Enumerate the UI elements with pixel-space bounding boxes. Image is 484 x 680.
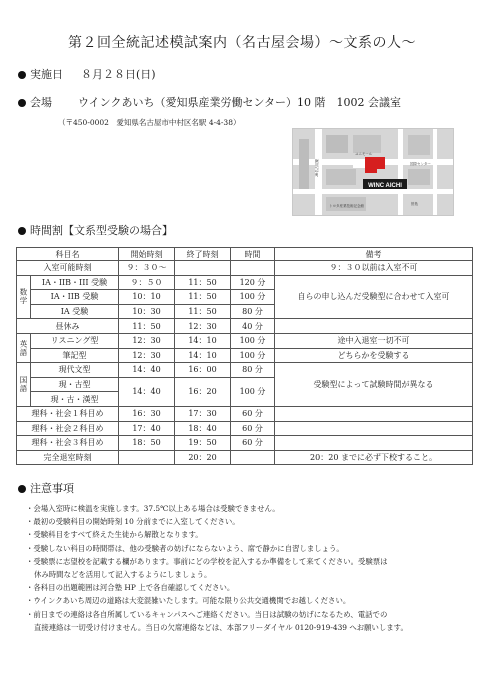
bullet-icon <box>18 485 26 493</box>
map-label-toyota: トヨタ産業技術記念館 <box>329 204 364 208</box>
table-header-row <box>17 248 473 261</box>
table-row: 筆記型 12：30 14：10 100 分 どちらかを受験する <box>17 348 473 363</box>
venue-value: ウインクあいち（愛知県産業労働センター）10 階 1002 会議室 <box>78 96 401 109</box>
note-item: 直接連絡は一切受け付けません。当日の欠席連絡などは、本部フリーダイヤル 0120-919-439 へお願いします。 <box>34 622 408 632</box>
venue-line <box>18 94 401 110</box>
page-title: 第２回全統記述模試案内（名古屋会場）～文系の人～ <box>68 35 416 51</box>
table-row: IA・IIB 受験 10：10 11：50 100 分 <box>17 290 473 305</box>
table-row: 入室可能時刻 ９：３０～ ９：３０以前は入室不可 <box>17 261 473 276</box>
notes-list <box>26 502 476 634</box>
schedule-table <box>16 247 473 465</box>
schedule-heading: 時間割【文系型受験の場合】 <box>18 222 173 238</box>
group-math: 数学 <box>17 275 31 319</box>
header-note: 備考 <box>275 248 473 261</box>
note-item: ・受験しない科目の時間帯は、他の受験者の妨げにならないよう、席で静かに自習しましょう。 <box>26 543 344 553</box>
table-row: 理科・社会２科目め 17：40 18：40 60 分 <box>17 421 473 436</box>
map-graphic <box>293 129 453 215</box>
map-label-sasashima: 笹島 <box>411 202 418 206</box>
bullet-icon <box>18 227 26 235</box>
exam-date-line <box>18 66 156 82</box>
exam-date-value: ８月２８日(日) <box>81 68 156 81</box>
venue-address: （〒450-0002 愛知県名古屋市中村区名駅 4-4-38） <box>58 118 241 127</box>
map-label-unimall: ユニモール <box>355 152 373 156</box>
table-row: IA 受験 10：30 11：50 80 分 <box>17 304 473 319</box>
group-english: 英語 <box>17 333 31 362</box>
venue-map <box>292 128 454 216</box>
notes-heading: 注意事項 <box>18 480 74 496</box>
table-row: 現・古型 14：40 16：20 100 分 <box>17 377 473 392</box>
note-item: ・受験票に志望校を記載する欄があります。事前にどの学校を記入するか準備をして来てください。受験票は <box>26 556 388 566</box>
table-row: 昼休み 11：50 12：30 40 分 <box>17 319 473 334</box>
bullet-icon <box>18 71 26 79</box>
table-row: 数学 IA・IIB・III 受験 ９：５０ 11：50 120 分 自らの申し込んだ受験型に合わせて入室可 <box>17 275 473 290</box>
japanese-note: 受験型によって試験時間が異なる <box>275 363 473 407</box>
header-end: 終了時刻 <box>175 248 231 261</box>
note-item: ・ウインクあいち周辺の道路は大変混雑いたします。可能な限り公共交通機関でお越しください。 <box>26 596 351 606</box>
header-start: 開始時刻 <box>119 248 175 261</box>
note-item: ・前日までの連絡は各自所属しているキャンパスへご連絡ください。当日は試験の妨げになるため、電話での <box>26 609 388 619</box>
group-japanese: 国語 <box>17 363 31 407</box>
table-row: 理科・社会１科目め 16：30 17：30 60 分 <box>17 406 473 421</box>
header-subject: 科目名 <box>17 248 119 261</box>
table-row: 現・古・漢型 <box>17 392 473 407</box>
venue-label: 会場 <box>30 96 52 109</box>
note-item: ・受験科目をすべて終えた生徒から解散となります。 <box>26 530 203 540</box>
table-row: 国語 現代文型 14：40 16：00 80 分 受験型によって試験時間が異なる <box>17 363 473 378</box>
math-note: 自らの申し込んだ受験型に合わせて入室可 <box>275 275 473 319</box>
map-label-international: 国際センター <box>410 162 431 166</box>
map-label-station: JR名古屋駅 <box>315 158 319 177</box>
bullet-icon <box>18 99 26 107</box>
table-row: 理科・社会３科目め 18：50 19：50 60 分 <box>17 436 473 451</box>
header-time: 時間 <box>231 248 275 261</box>
note-item: 休み時間などを活用して記入するようにしましょう。 <box>34 570 212 580</box>
winc-aichi-badge-label: WINC AICHI <box>368 183 402 189</box>
note-item: ・最初の受験科目の開始時刻 10 分前までに入室してください。 <box>26 517 240 527</box>
note-item: ・会場入室時に検温を実施します。37.5℃以上ある場合は受験できません。 <box>26 504 280 513</box>
note-item: ・各科目の出題範囲は河合塾 HP 上で各自確認してください。 <box>26 583 235 593</box>
exam-date-label: 実施日 <box>30 68 63 81</box>
table-row: 完全退室時刻 20：20 20：20 までに必ず下校すること。 <box>17 450 473 465</box>
table-row: 英語 リスニング型 12：30 14：10 100 分 途中入退室一切不可 <box>17 333 473 348</box>
